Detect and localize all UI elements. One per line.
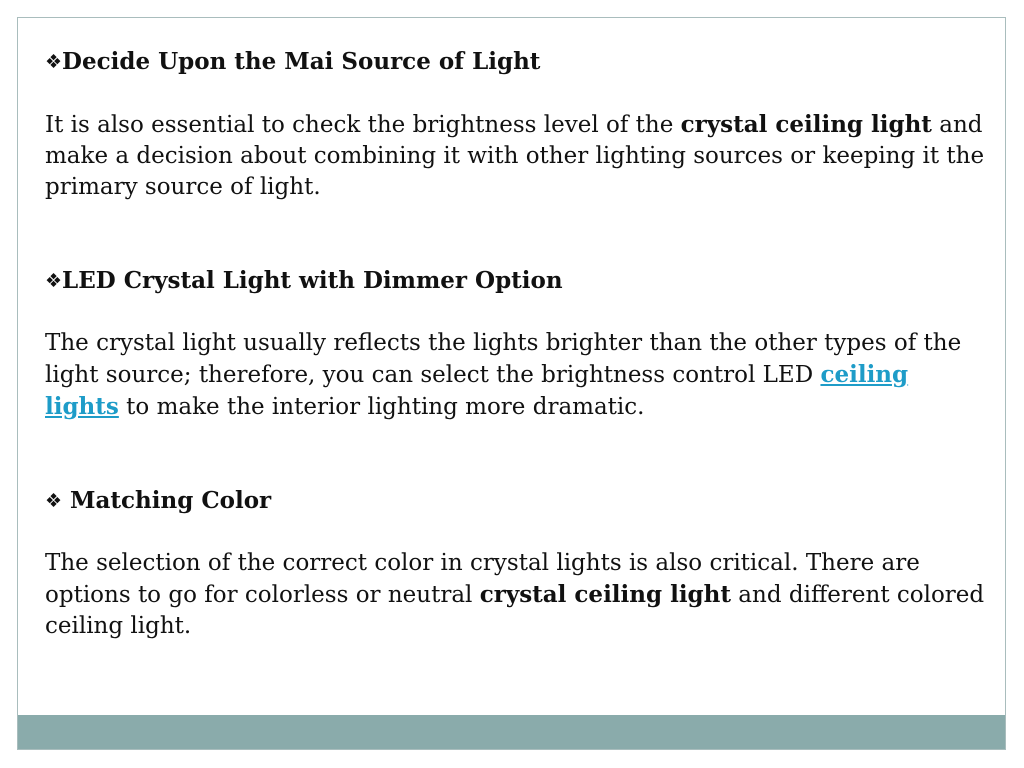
spacer <box>45 297 985 328</box>
slide-content <box>45 46 985 642</box>
ceiling-lights-link[interactable]: ceiling lights <box>45 361 909 420</box>
section-paragraph-matching-color <box>45 548 985 642</box>
paragraph-text: The selection of the correct color in crystal lights is also critical. There are options to go for colorless or neutral <box>45 550 920 608</box>
heading-text: LED Crystal Light with Dimmer Option <box>62 267 563 294</box>
heading-text: Decide Upon the Mai Source of Light <box>62 48 541 75</box>
diamond-bullet-icon: ❖ <box>45 490 63 512</box>
section-paragraph-main-source <box>45 109 985 203</box>
spacer <box>45 517 985 548</box>
emphasis-text: crystal ceiling light <box>680 111 932 138</box>
paragraph-text: The crystal light usually reflects the lights brighter than the other types of the light source; therefore, you can select the brightness control LED <box>45 330 962 388</box>
emphasis-text: crystal ceiling light <box>479 581 731 608</box>
spacer <box>45 423 985 485</box>
section-heading-led-dimmer <box>45 265 985 297</box>
paragraph-text: and different colored ceiling light. <box>45 582 985 639</box>
heading-text: Matching Color <box>62 487 272 514</box>
spacer <box>45 78 985 109</box>
diamond-bullet-icon: ❖ <box>45 270 63 292</box>
paragraph-text: to make the interior lighting more dramatic. <box>118 394 645 420</box>
diamond-bullet-icon: ❖ <box>45 51 63 73</box>
section-paragraph-led-dimmer <box>45 328 985 423</box>
paragraph-text: and make a decision about combining it with other lighting sources or keeping it the primary source of light. <box>45 112 985 200</box>
paragraph-text: It is also essential to check the brightness level of the <box>45 112 681 138</box>
spacer <box>45 203 985 265</box>
slide <box>17 17 1006 750</box>
section-heading-main-source <box>45 46 985 78</box>
section-heading-matching-color <box>45 485 985 517</box>
footer-bar <box>18 715 1005 749</box>
